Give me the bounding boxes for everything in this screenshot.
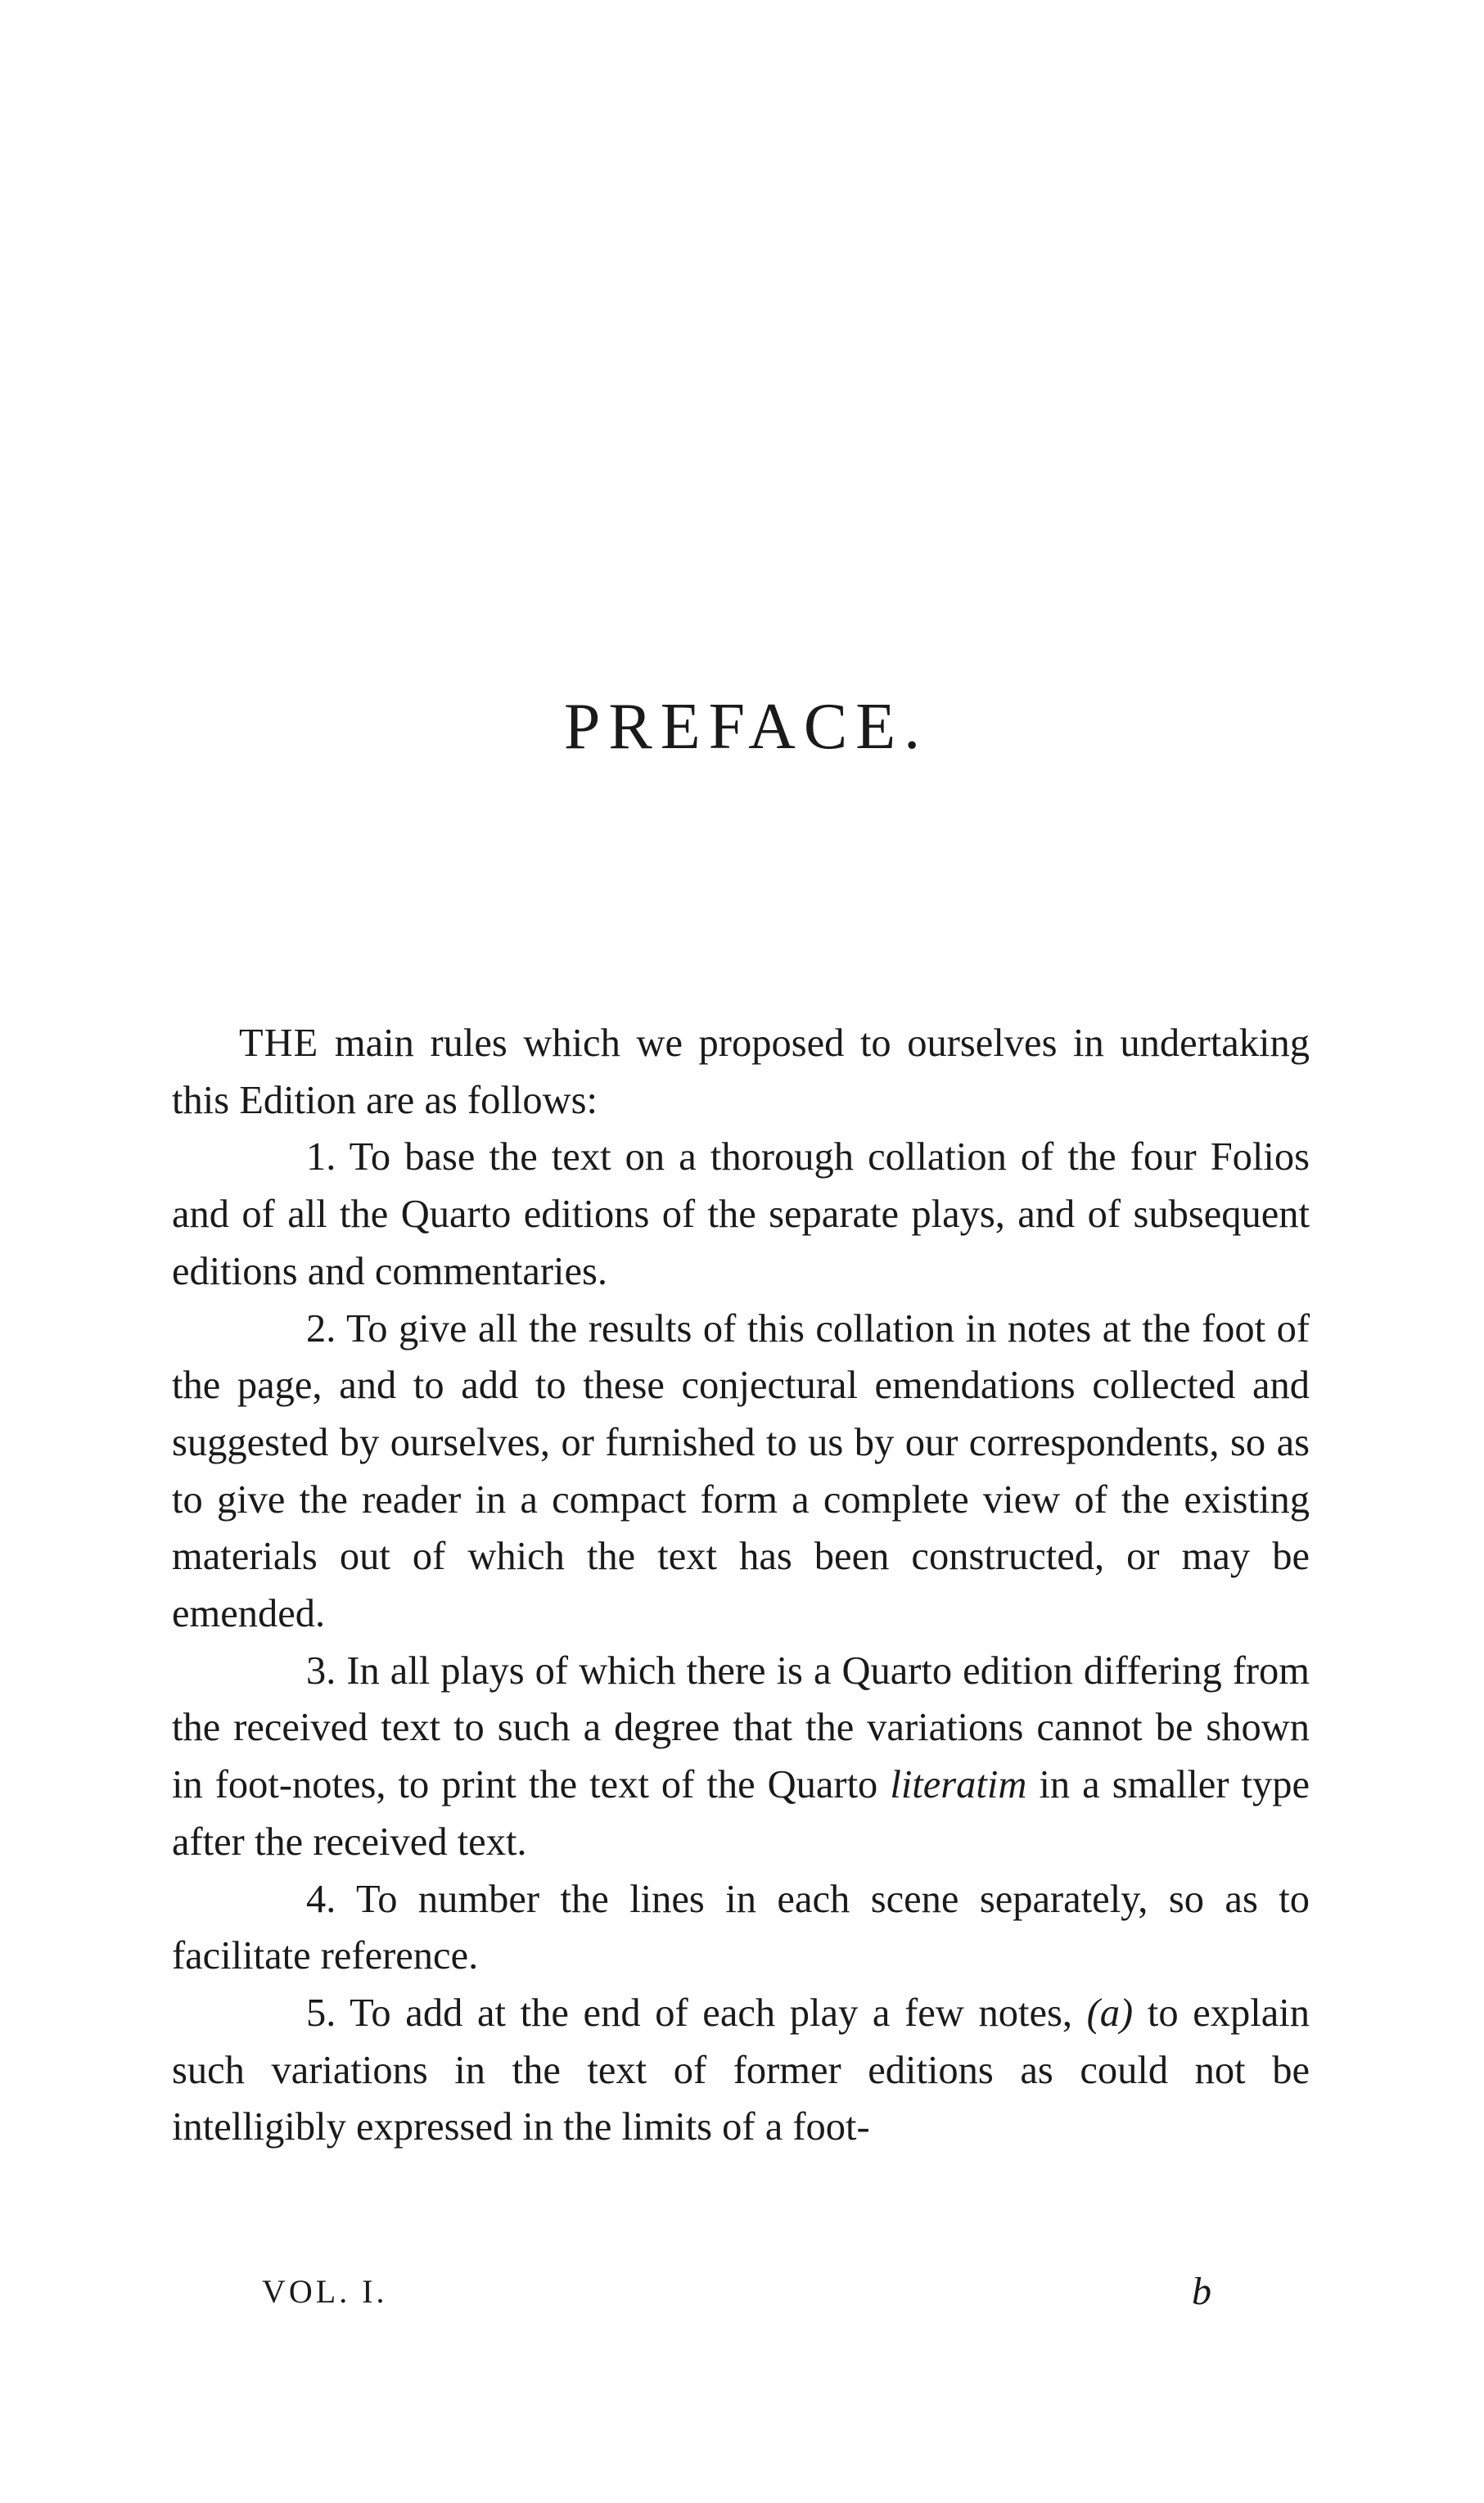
rule-number: 3. [306, 1648, 336, 1693]
rule-number: 1. [306, 1135, 336, 1179]
rule-text-before: To add at the end of each play a few notes, [350, 1991, 1072, 2035]
rule-1 [172, 1129, 1310, 1300]
rule-number: 2. [306, 1306, 336, 1351]
intro-paragraph [172, 1015, 1310, 1129]
rule-3 [172, 1643, 1310, 1871]
rule-text-before: In all plays of which there is a Quarto edition differing from the received text to such a degree that the variations cannot be shown in foot-notes, to print the text of the Quarto [172, 1648, 1310, 1807]
preface-body [172, 1015, 1310, 2156]
rule-number: 4. [306, 1877, 336, 1921]
signature-line: VOL. I. [262, 2273, 388, 2310]
page-title: PREFACE. [563, 691, 929, 763]
rule-number: 5. [306, 1991, 336, 2035]
rule-text: To base the text on a thorough collation of the four Folios and of all the Quarto editions of the separate plays, and of subsequent editions and commentaries. [172, 1135, 1310, 1293]
rule-5 [172, 1985, 1310, 2156]
rule-emphasis: literatim [890, 1763, 1027, 1807]
rule-text-after: in a smaller type after the received text. [172, 1763, 1310, 1864]
rule-text-after: to explain such variations in the text of former editions as could not be intelligibly expressed in the limits of a foot- [172, 1991, 1310, 2149]
intro-lead-word: THE [239, 1021, 319, 1065]
signature-mark: b [1192, 2270, 1211, 2313]
rule-text: To number the lines in each scene separately, so as to facilitate reference. [172, 1877, 1310, 1978]
rule-2 [172, 1301, 1310, 1643]
rule-marker: (a) [1086, 1991, 1134, 2035]
rule-4 [172, 1871, 1310, 1985]
intro-text: main rules which we proposed to ourselves in undertaking this Edition are as follows: [172, 1021, 1310, 1122]
rule-text: To give all the results of this collation in notes at the foot of the page, and to add to these conjectural emendations collected and suggested by ourselves, or furnished to us by our correspondents, so as to give the reader in a compact form a complete view of the existing materials out of which the text has been constructed, or may be emended. [172, 1306, 1310, 1636]
